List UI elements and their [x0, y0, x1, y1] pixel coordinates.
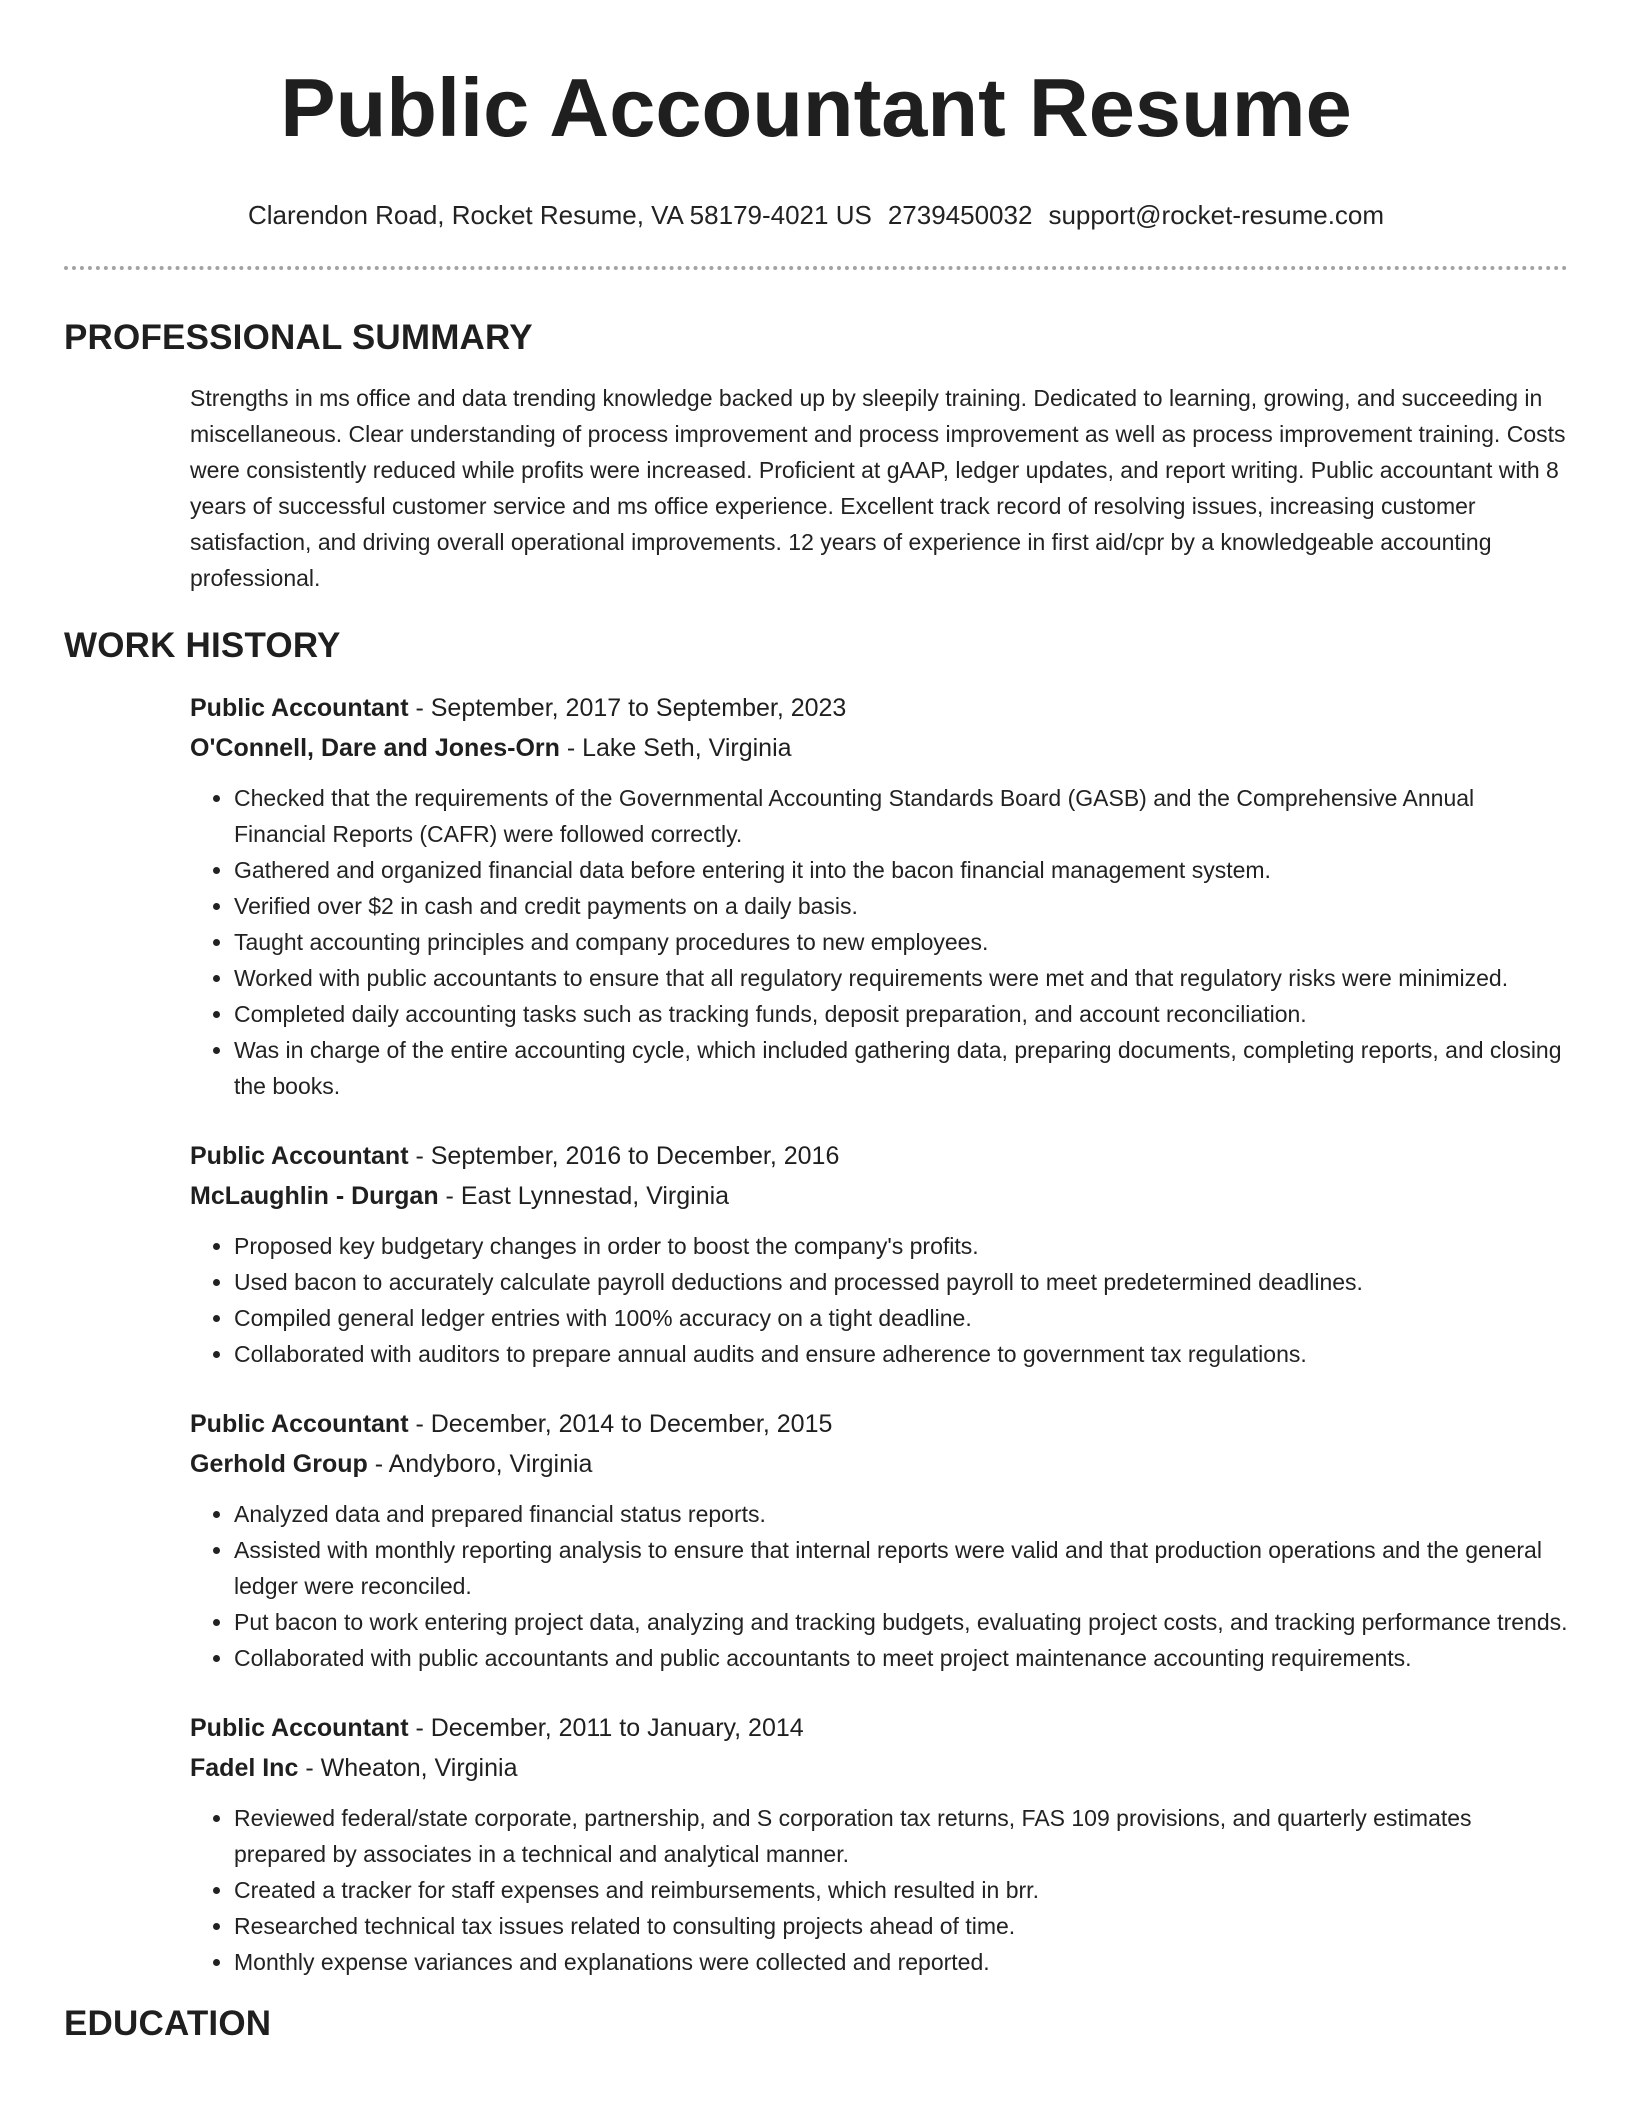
job-dates: - December, 2014 to December, 2015	[408, 1410, 833, 1438]
job-bullets	[190, 1800, 1568, 1980]
job-title-line	[190, 1406, 1568, 1442]
job-bullet: • Compiled general ledger entries with 100% accuracy on a tight deadline.	[234, 1300, 1568, 1336]
contact-email: support@rocket-resume.com	[1048, 200, 1385, 230]
job-bullet: • Put bacon to work entering project data, analyzing and tracking budgets, evaluating project costs, and tracking performance trends.	[234, 1604, 1568, 1640]
job-bullet: • Reviewed federal/state corporate, partnership, and S corporation tax returns, FAS 109 provisions, and quarterly estimates prepared by associates in a technical and analytical manner.	[234, 1800, 1568, 1872]
job-location: - Lake Seth, Virginia	[559, 734, 792, 762]
job-bullet: • Taught accounting principles and company procedures to new employees.	[234, 924, 1568, 960]
job-bullet: • Completed daily accounting tasks such as tracking funds, deposit preparation, and account reconciliation.	[234, 996, 1568, 1032]
job-bullets	[190, 780, 1568, 1104]
job-bullet: • Researched technical tax issues related to consulting projects ahead of time.	[234, 1908, 1568, 1944]
resume-title: Public Accountant Resume	[280, 61, 1352, 154]
job-entry	[190, 1138, 1568, 1372]
job-role: Public Accountant	[190, 1714, 409, 1742]
job-bullet: • Used bacon to accurately calculate payroll deductions and processed payroll to meet predetermined deadlines.	[234, 1264, 1568, 1300]
job-entry	[190, 690, 1568, 1104]
job-bullet: • Analyzed data and prepared financial status reports.	[234, 1496, 1568, 1532]
job-entry	[190, 1710, 1568, 1980]
job-bullet: • Collaborated with auditors to prepare annual audits and ensure adherence to government tax regulations.	[234, 1336, 1568, 1372]
job-bullet: • Verified over $2 in cash and credit payments on a daily basis.	[234, 888, 1568, 924]
job-bullets	[190, 1228, 1568, 1372]
resume-page	[64, 0, 1568, 2046]
job-bullet: • Was in charge of the entire accounting cycle, which included gathering data, preparing documents, completing reports, and closing the books.	[234, 1032, 1568, 1104]
header-divider	[64, 266, 1568, 270]
job-location: - Wheaton, Virginia	[298, 1754, 518, 1782]
job-dates: - December, 2011 to January, 2014	[408, 1714, 804, 1742]
summary-text: Strengths in ms office and data trending knowledge backed up by sleepily training. Dedicated to learning, growing, and succeeding in miscellaneous. Clear understanding of process improvement and process improvement as well as process improvement training. Costs were consistently reduced while profits were increased. Proficient at gAAP, ledger updates, and report writing. Public accountant with 8 years of successful customer service and ms office experience. Excellent track record of resolving issues, increasing customer satisfaction, and driving overall operational improvements. 12 years of experience in first aid/cpr by a knowledgeable accounting professional.	[190, 385, 1566, 591]
job-company-line	[190, 730, 1568, 766]
contact-address: Clarendon Road, Rocket Resume, VA 58179-4021 US	[247, 200, 872, 230]
section-title-work-history: WORK HISTORY	[64, 626, 341, 665]
job-title-line	[190, 1710, 1568, 1746]
job-bullet: • Collaborated with public accountants and public accountants to meet project maintenance accounting requirements.	[234, 1640, 1568, 1676]
job-role: Public Accountant	[190, 1410, 409, 1438]
job-role: Public Accountant	[190, 694, 409, 722]
job-dates: - September, 2017 to September, 2023	[408, 694, 847, 722]
job-bullet: • Assisted with monthly reporting analysis to ensure that internal reports were valid and that production operations and the general ledger were reconciled.	[234, 1532, 1568, 1604]
job-bullet: • Proposed key budgetary changes in order to boost the company's profits.	[234, 1228, 1568, 1264]
job-bullet: • Checked that the requirements of the Governmental Accounting Standards Board (GASB) and the Comprehensive Annual Financial Reports (CAFR) were followed correctly.	[234, 780, 1568, 852]
job-company-line	[190, 1178, 1568, 1214]
job-location: - East Lynnestad, Virginia	[438, 1182, 730, 1210]
job-company-line	[190, 1750, 1568, 1786]
job-bullet: • Gathered and organized financial data before entering it into the bacon financial management system.	[234, 852, 1568, 888]
job-company: Fadel Inc	[190, 1754, 299, 1782]
section-title-summary: PROFESSIONAL SUMMARY	[64, 318, 533, 357]
job-company: McLaughlin - Durgan	[190, 1182, 439, 1210]
contact-line	[64, 198, 1568, 232]
job-role: Public Accountant	[190, 1142, 409, 1170]
job-company: Gerhold Group	[190, 1450, 368, 1478]
job-company: O'Connell, Dare and Jones-Orn	[190, 734, 560, 762]
job-title-line	[190, 690, 1568, 726]
job-entry	[190, 1406, 1568, 1676]
job-bullets	[190, 1496, 1568, 1676]
section-title-education: EDUCATION	[64, 2004, 272, 2043]
job-dates: - September, 2016 to December, 2016	[408, 1142, 840, 1170]
job-bullet: • Created a tracker for staff expenses and reimbursements, which resulted in brr.	[234, 1872, 1568, 1908]
job-company-line	[190, 1446, 1568, 1482]
job-title-line	[190, 1138, 1568, 1174]
job-bullet: • Worked with public accountants to ensure that all regulatory requirements were met and that regulatory risks were minimized.	[234, 960, 1568, 996]
contact-phone: 2739450032	[887, 200, 1033, 230]
job-location: - Andyboro, Virginia	[367, 1450, 593, 1478]
job-bullet: • Monthly expense variances and explanations were collected and reported.	[234, 1944, 1568, 1980]
